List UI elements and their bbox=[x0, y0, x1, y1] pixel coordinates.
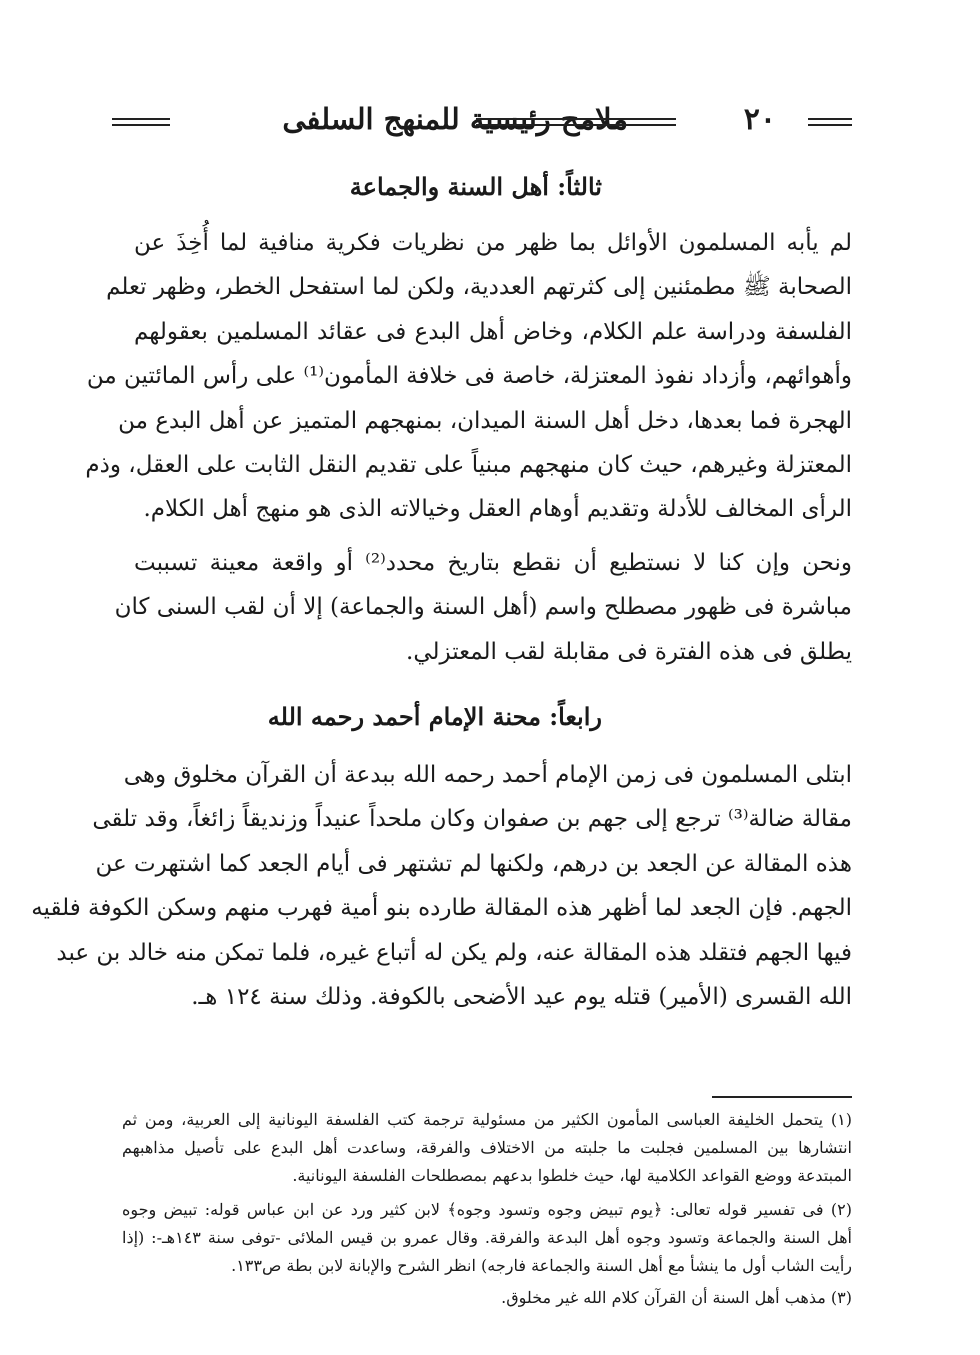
body-line: لم يأبه المسلمون الأوائل بما ظهر من نظريات فكرية منافية لما أُخِذَ عن bbox=[134, 230, 852, 256]
body-line: مباشرة فى ظهور مصطلح واسم (أهل السنة والجماعة) إلا أن لقب السنى كان bbox=[114, 594, 852, 620]
header-rule-right bbox=[808, 118, 852, 126]
section-heading: ثالثاً: أهل السنة والجماعة bbox=[349, 172, 602, 201]
body-line: وأهوائهم، وأزداد نفوذ المعتزلة، خاصة فى خلافة المأمون⁽¹⁾ على رأس المائتين من bbox=[86, 363, 852, 389]
body-line: الهجرة فما بعدها، دخل أهل السنة الميدان، بمنهجهم المتميز عن أهل البدع من bbox=[118, 408, 852, 434]
body-line: ابتلى المسلمون فى زمن الإمام أحمد رحمه الله ببدعة أن القرآن مخلوق وهى bbox=[123, 762, 852, 788]
body-line: مقالة ضالة⁽³⁾ ترجع إلى جهم بن صفوان وكان ملحداً عنيداً وزنديقاً زائغاً، وقد تلقى bbox=[92, 806, 852, 832]
footnote-line: رأيت الشاب أول ما ينشأ مع أهل السنة والجماعة فارجه) انظر الشرح والإبانة لابن بطة ص١٣٣. bbox=[231, 1256, 852, 1275]
body-line: هذه المقالة عن الجعد بن درهم، ولكنها لم تشتهر فى أيام الجعد كما اشتهرت عن bbox=[95, 851, 852, 877]
body-line: الفلسفة ودراسة علم الكلام، وخاض أهل البدع فى عقائد المسلمين بعقولهم bbox=[134, 319, 852, 345]
body-line: الصحابة ﷺ مطمئنين إلى كثرتهم العددية، ولكن لما استفحل الخطر، وظهر تعلم bbox=[106, 274, 852, 300]
body-line: فيها الجهم فتقلد هذه المقالة عنه، ولم يكن له أتباع غيره، فلما تمكن منه خالد بن عبد bbox=[56, 940, 852, 966]
header-rule-middle bbox=[476, 118, 676, 126]
footnote-line: أهل السنة والجماعة وتسود وجوه أهل البدعة والفرقة. وقال عمرو بن قيس الملائى -توفى سنة ١٤٣هـ-: (إذا bbox=[122, 1228, 852, 1247]
body-line: الله القسرى (الأمير) قتله يوم عيد الأضحى بالكوفة. وذلك سنة ١٢٤ هـ. bbox=[191, 984, 852, 1010]
footnote-line: انتشارها بين المسلمين فجلبت ما جلبته من الاختلاف والفرقة، وساعدت أهل البدع على تأصيل مذاهبهم bbox=[122, 1138, 852, 1157]
body-line: الجهم. فإن الجعد لما أظهر هذه المقالة طارده بنو أمية فهرب منهم وسكن الكوفة فلقيه bbox=[31, 895, 852, 921]
footnote-line: (٣) مذهب أهل السنة أن القرآن كلام الله غير مخلوق. bbox=[501, 1288, 852, 1307]
running-header bbox=[112, 100, 852, 140]
body-line: الرأى المخالف للأدلة وتقديم أوهام العقل وخيالاته الذى هو منهج أهل الكلام. bbox=[143, 496, 852, 522]
body-line: يطلق فى هذه الفترة فى مقابلة لقب المعتزلي. bbox=[406, 639, 852, 665]
body-line: ونحن وإن كنا لا نستطيع أن نقطع بتاريخ محدد⁽²⁾ أو واقعة معينة تسببت bbox=[134, 550, 852, 576]
body-line: المعتزلة وغيرهم، حيث كان منهجهم مبنياً على تقديم النقل الثابت على العقل، وذم bbox=[85, 452, 852, 478]
section-heading: رابعاً: محنة الإمام أحمد رحمه الله bbox=[267, 702, 602, 731]
footnote-line: المبتدعة ووضع القواعد الكلامية لها، حيث خلطوا بدعهم بمصطلحات الفلسفة اليونانية. bbox=[292, 1166, 852, 1185]
page-number: ٢٠ bbox=[743, 102, 776, 137]
footnote-line: (١) يتحمل الخليفة العباسى المأمون الكثير من مسئولية ترجمة كتب الفلسفة اليونانية إلى العربية، ومن ثم bbox=[122, 1110, 852, 1129]
header-rule-left bbox=[112, 118, 170, 126]
footnote-line: (٢) فى تفسير قوله تعالى: ﴿يوم تبيض وجوه وتسود وجوه﴾ لابن كثير ورد عن ابن عباس قوله: تبيض وجوه bbox=[122, 1200, 852, 1219]
running-title: ملامح رئيسية للمنهج السلفى bbox=[282, 102, 628, 136]
footnote-separator bbox=[712, 1096, 852, 1098]
